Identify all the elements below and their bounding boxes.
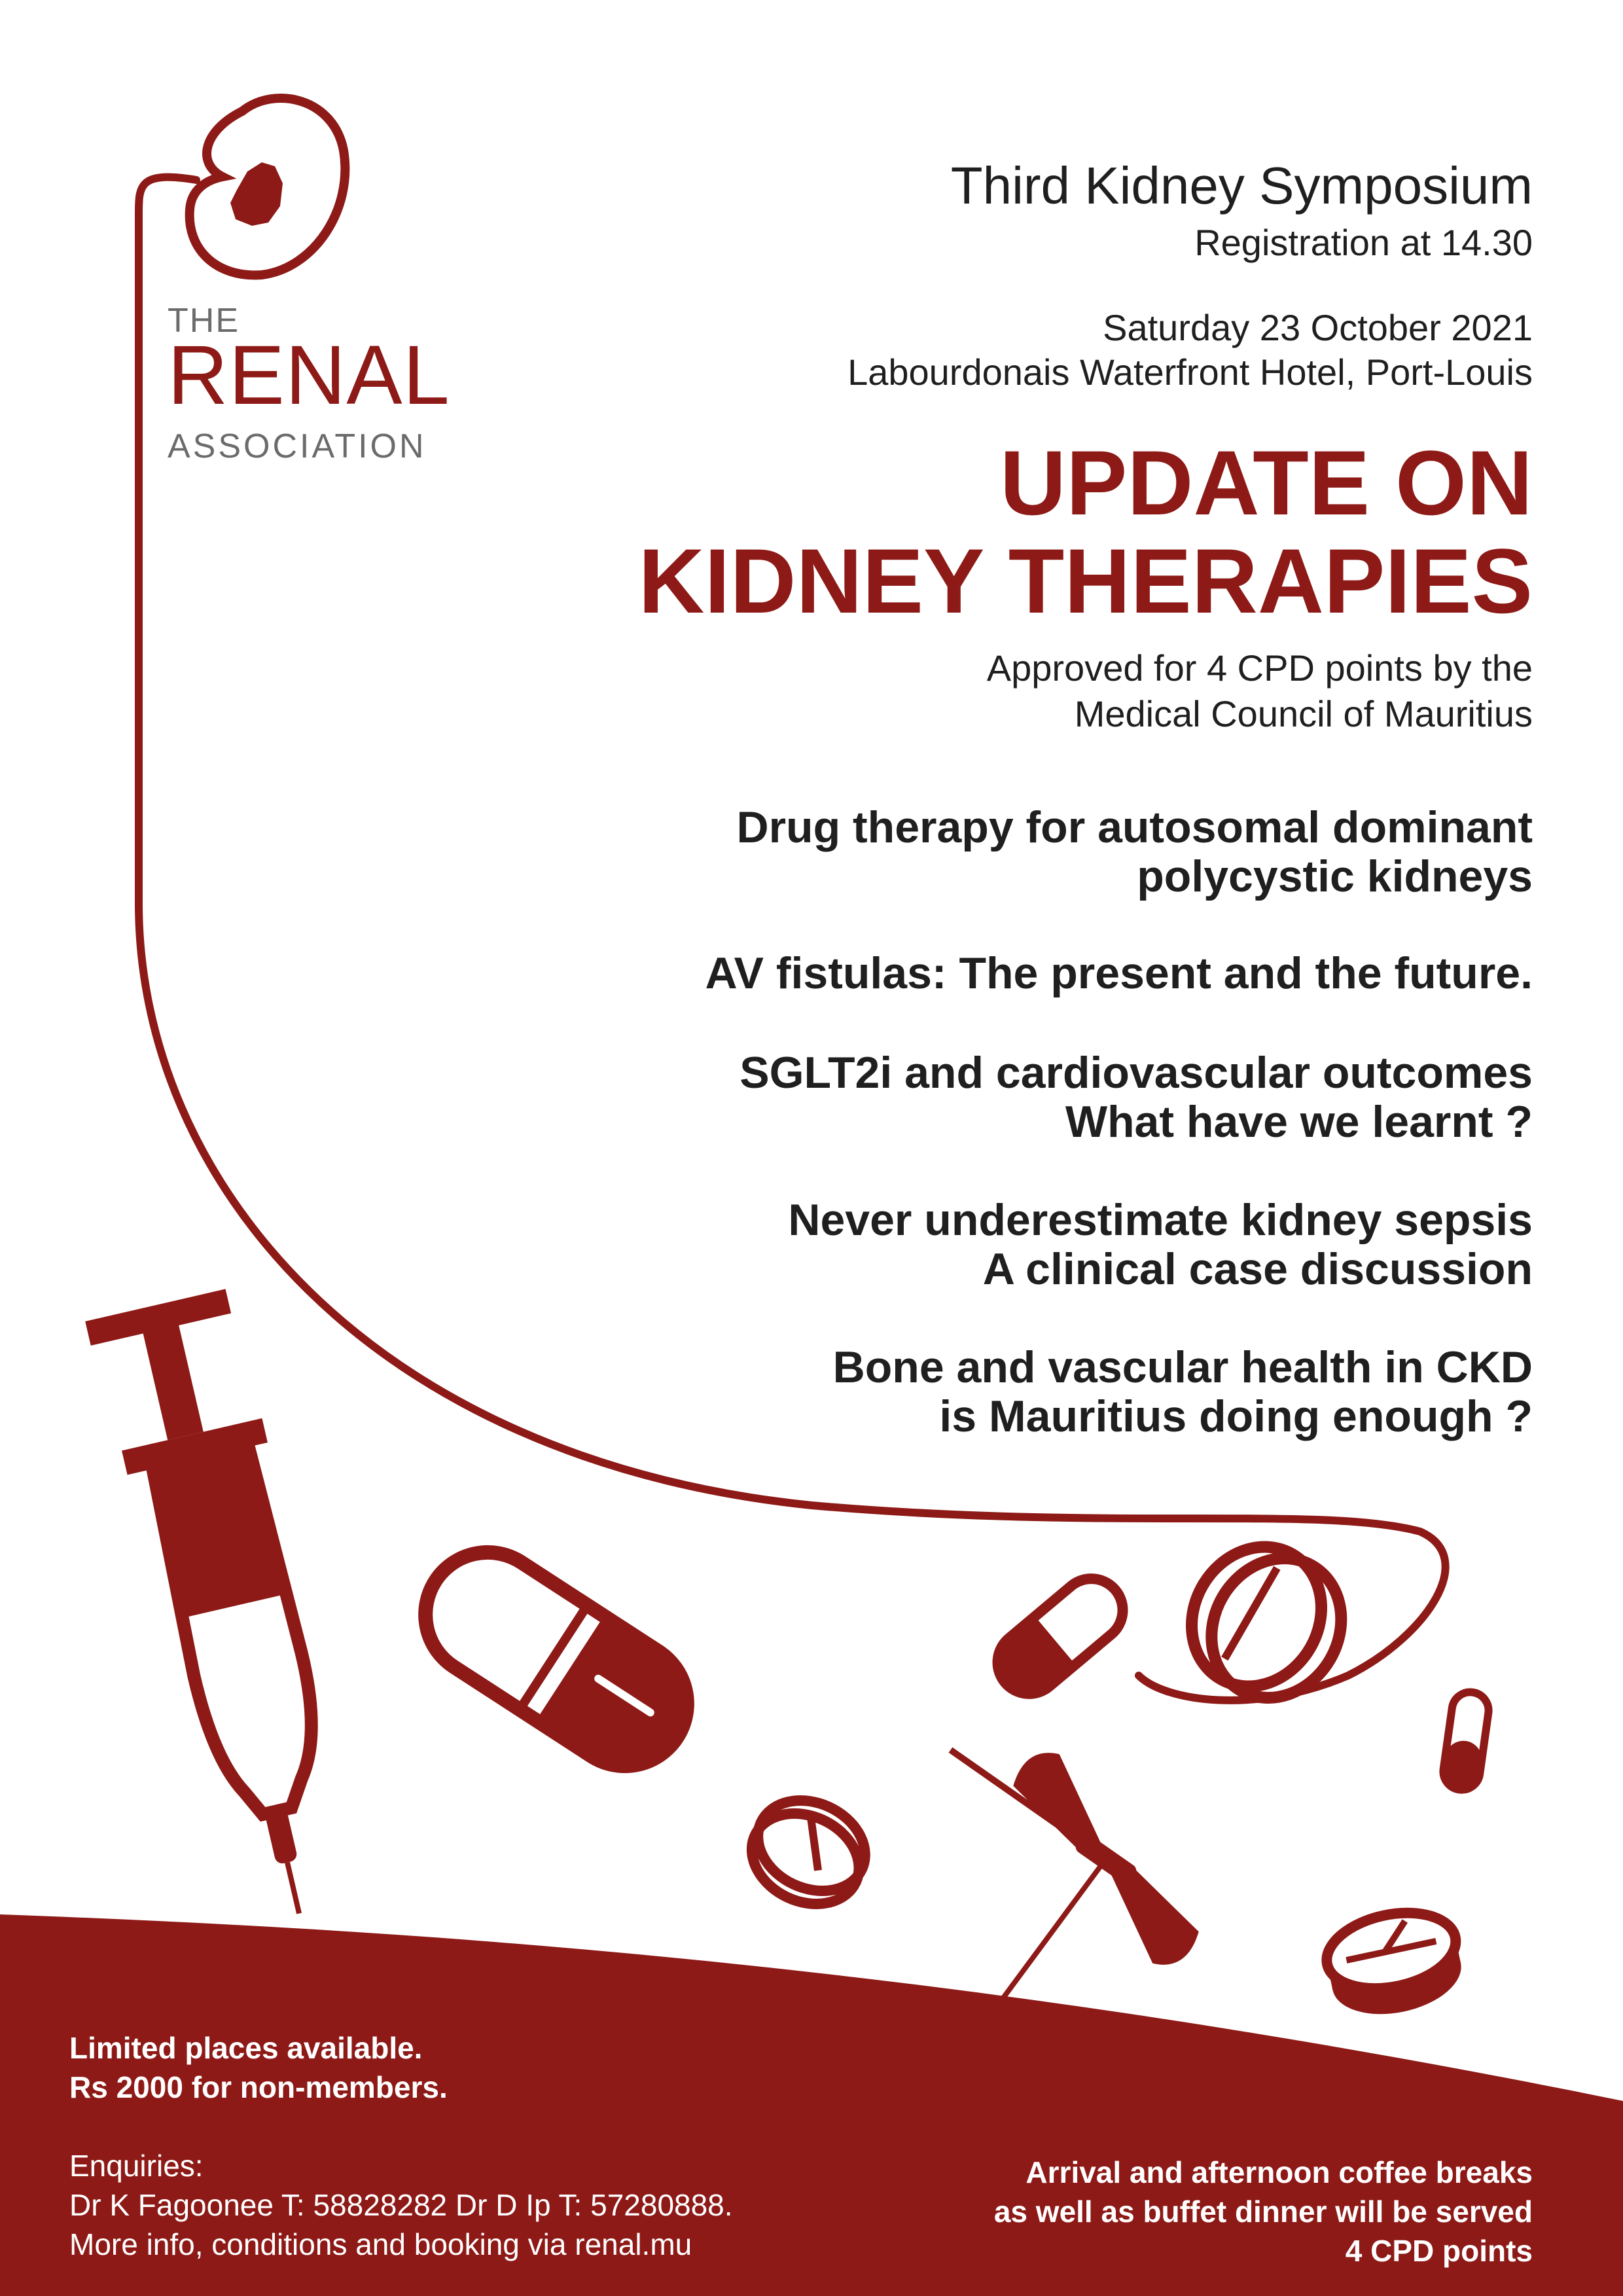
event-venue: Labourdonais Waterfront Hotel, Port-Louis (847, 351, 1533, 393)
topic-1-line-2: polycystic kidneys (1137, 852, 1533, 901)
topic-5-line-2: is Mauritius doing enough ? (939, 1391, 1533, 1441)
accreditation-line-1: Approved for 4 CPD points by the (986, 647, 1533, 689)
topic-4-line-1: Never underestimate kidney sepsis (788, 1195, 1533, 1245)
topic-3-line-2: What have we learnt ? (1065, 1097, 1533, 1147)
event-title: Third Kidney Symposium (950, 156, 1533, 215)
logo-the: THE (168, 302, 240, 340)
registration-time: Registration at 14.30 (1194, 222, 1533, 263)
large-capsule-icon (402, 1529, 711, 1790)
small-capsule-icon (985, 1566, 1135, 1707)
tablet-icon-large (1167, 1523, 1366, 1721)
logo-renal: RENAL (168, 329, 450, 422)
topic-4-line-2: A clinical case discussion (982, 1244, 1533, 1294)
tablet-icon-small (737, 1784, 880, 1921)
accreditation-line-2: Medical Council of Mauritius (1074, 693, 1533, 734)
topic-3-line-1: SGLT2i and cardiovascular outcomes (740, 1048, 1533, 1098)
headline-line-1: UPDATE ON (999, 431, 1533, 534)
event-date: Saturday 23 October 2021 (1103, 307, 1533, 348)
tiny-capsule-icon (1441, 1690, 1491, 1792)
topic-1-line-1: Drug therapy for autosomal dominant (736, 802, 1533, 852)
topic-5-line-1: Bone and vascular health in CKD (832, 1342, 1533, 1392)
more-info: More info, conditions and booking via renal.mu (69, 2227, 692, 2261)
headline-line-2: KIDNEY THERAPIES (638, 529, 1533, 632)
mauritius-island-icon (230, 162, 283, 226)
cpd-points: 4 CPD points (1345, 2234, 1533, 2268)
tablet-icon-bottom (1320, 1902, 1469, 2025)
contact-numbers: Dr K Fagoonee T: 58828282 Dr D Ip T: 57280888. (69, 2188, 733, 2222)
cannula-icon (917, 1702, 1240, 1977)
catering-line-2: as well as buffet dinner will be served (993, 2195, 1533, 2229)
topic-2-line-1: AV fistulas: The present and the future. (705, 948, 1533, 998)
catering-line-1: Arrival and afternoon coffee breaks (1026, 2155, 1533, 2189)
syringe-icon (85, 1287, 372, 1930)
price-note: Rs 2000 for non-members. (69, 2070, 448, 2104)
logo-association: ASSOCIATION (168, 427, 427, 465)
places-note: Limited places available. (69, 2031, 423, 2065)
enquiries-label: Enquiries: (69, 2149, 204, 2183)
